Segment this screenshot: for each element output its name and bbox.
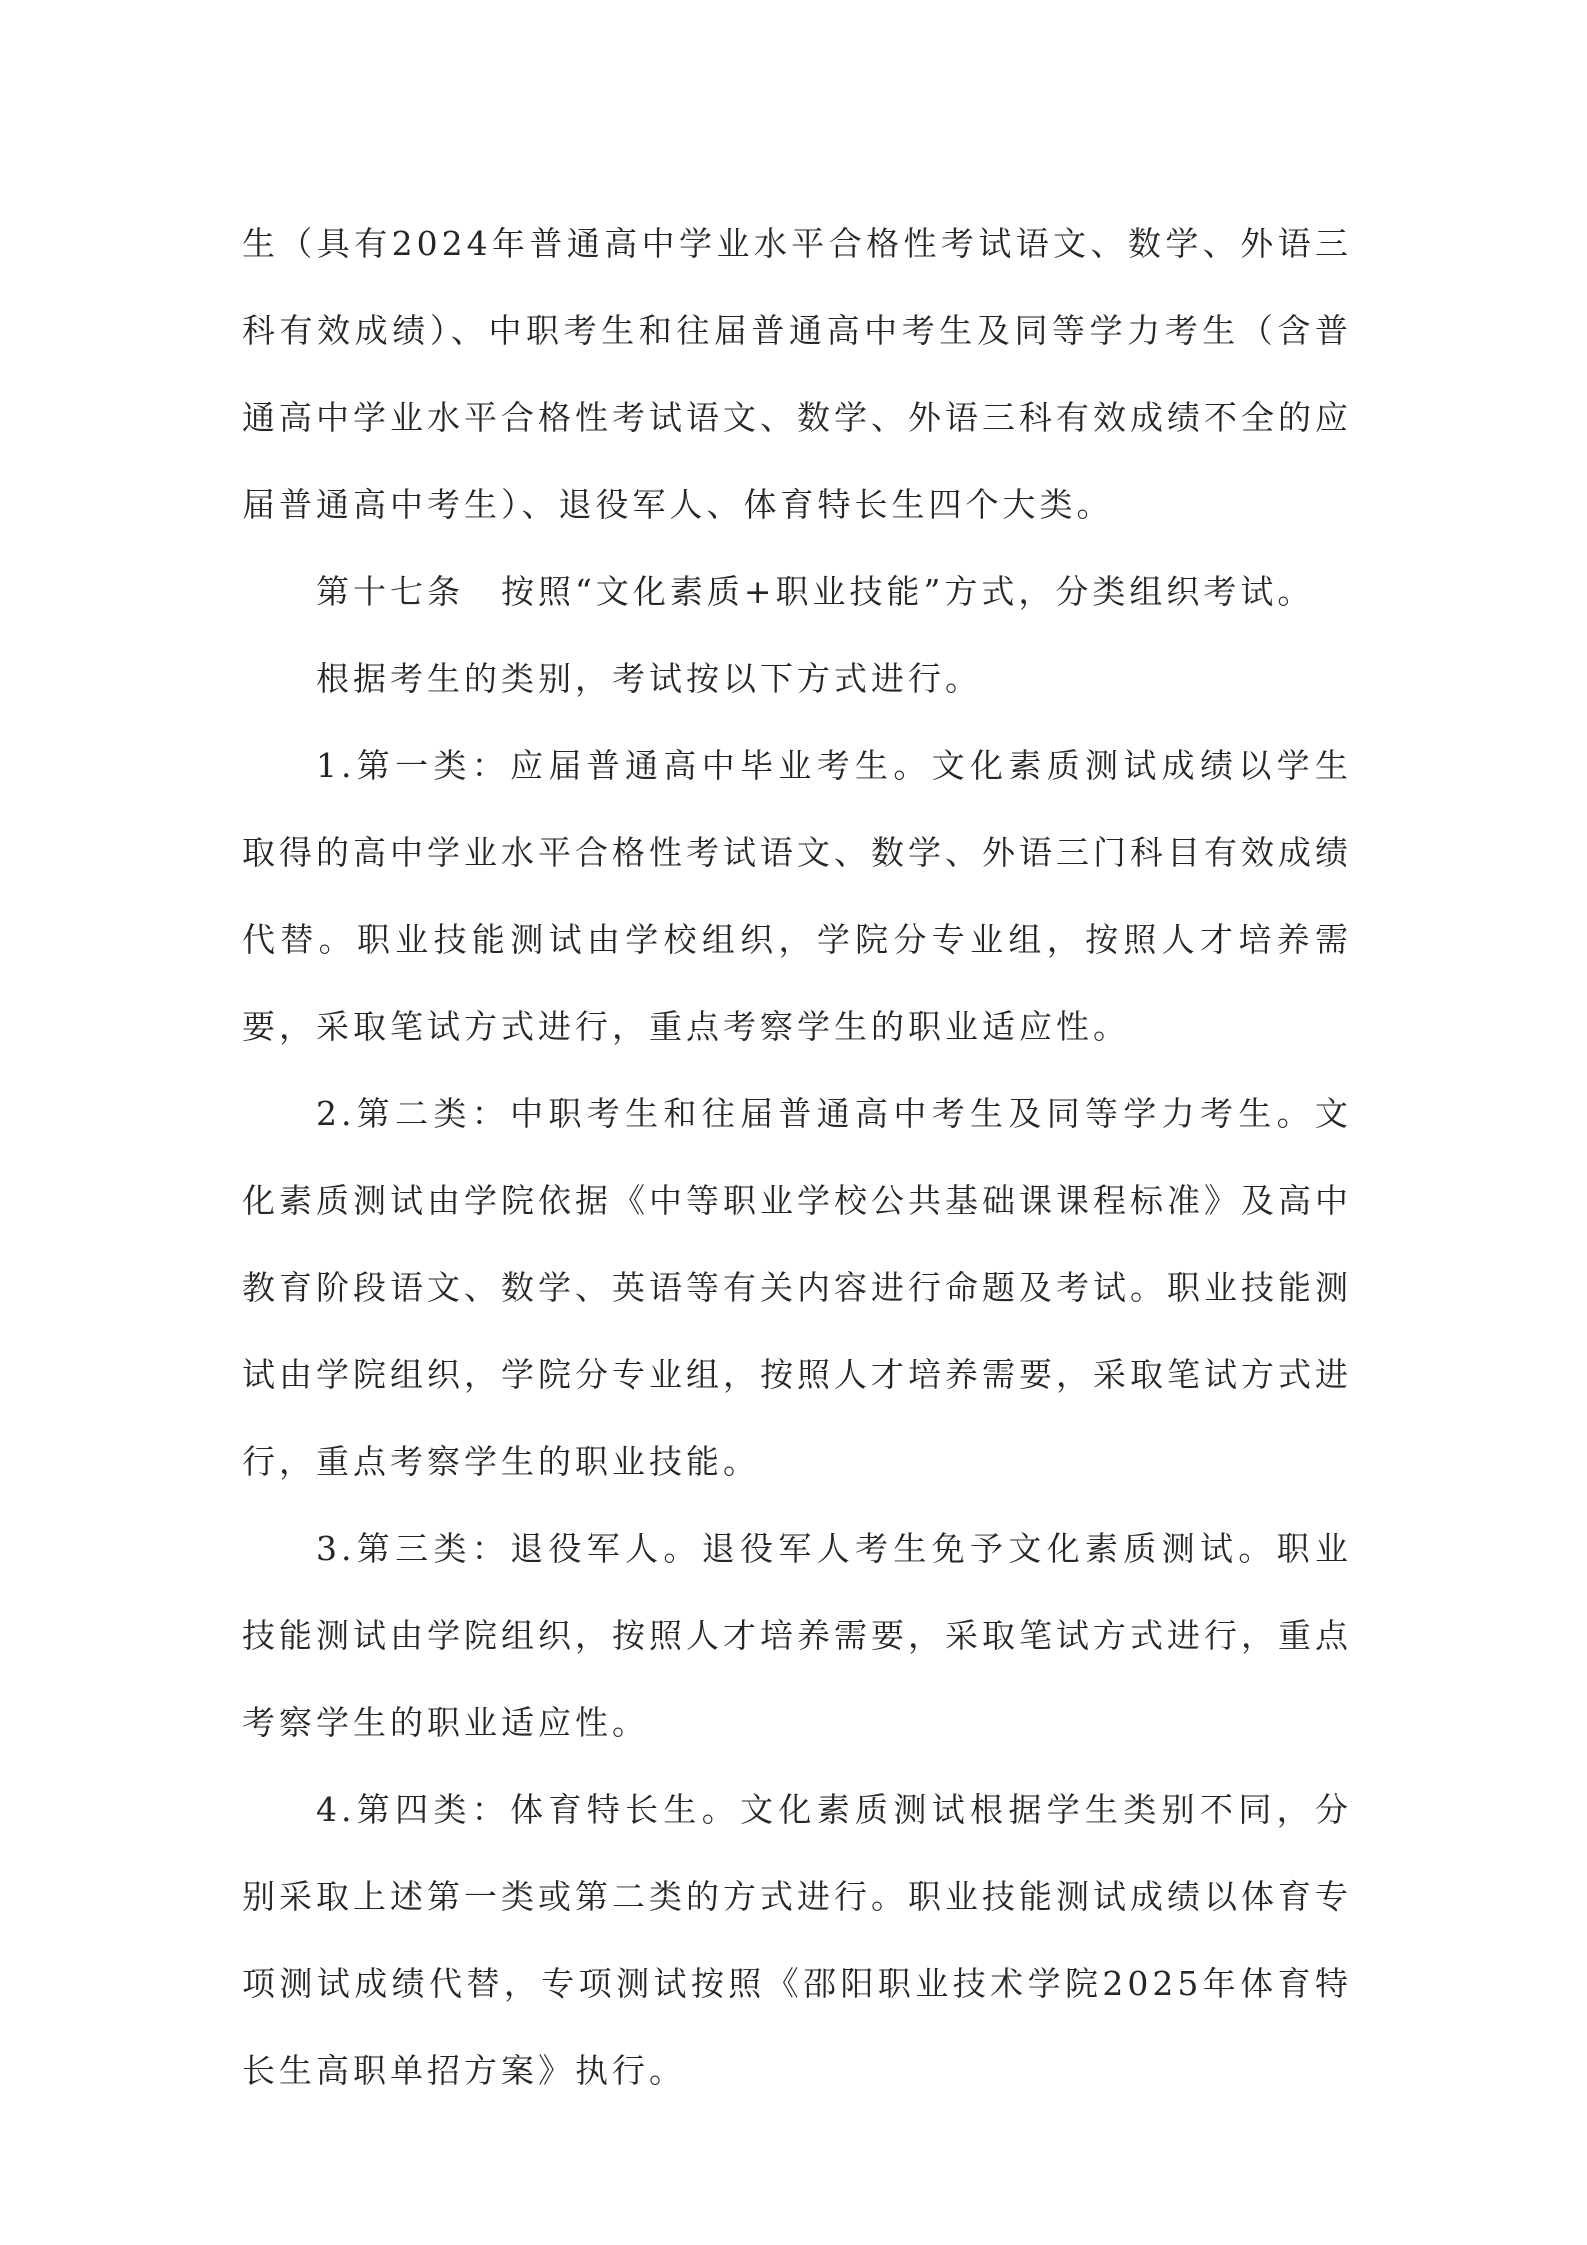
- paragraph-article-17: 第十七条 按照“文化素质+职业技能”方式，分类组织考试。: [316, 572, 1315, 611]
- paragraph-continuation: 生（具有2024年普通高中学业水平合格性考试语文、数学、外语三科有效成绩）、中职考生和往届普通高中考生及同等学力考生（含普通高中学业水平合格性考试语文、数学、外语三科有效成绩不全的应届普通高中考生）、退役军人、体育特长生四个大类。: [242, 224, 1352, 524]
- paragraph-exam-intro: 根据考生的类别，考试按以下方式进行。: [316, 659, 982, 698]
- paragraph-category-1: 1.第一类：应届普通高中毕业考生。文化素质测试成绩以学生取得的高中学业水平合格性考试语文、数学、外语三门科目有效成绩代替。职业技能测试由学校组织，学院分专业组，按照人才培养需要，采取笔试方式进行，重点考察学生的职业适应性。: [242, 746, 1352, 1046]
- paragraph-category-2: 2.第二类：中职考生和往届普通高中考生及同等学力考生。文化素质测试由学院依据《中等职业学校公共基础课课程标准》及高中教育阶段语文、数学、英语等有关内容进行命题及考试。职业技能测试由学院组织，学院分专业组，按照人才培养需要，采取笔试方式进行，重点考察学生的职业技能。: [242, 1094, 1352, 1481]
- paragraph-category-4: 4.第四类：体育特长生。文化素质测试根据学生类别不同，分别采取上述第一类或第二类的方式进行。职业技能测试成绩以体育专项测试成绩代替，专项测试按照《邵阳职业技术学院2025年体育特长生高职单招方案》执行。: [242, 1790, 1352, 2090]
- document-body: [242, 200, 1352, 2114]
- paragraph-category-3: 3.第三类：退役军人。退役军人考生免予文化素质测试。职业技能测试由学院组织，按照人才培养需要，采取笔试方式进行，重点考察学生的职业适应性。: [242, 1529, 1352, 1742]
